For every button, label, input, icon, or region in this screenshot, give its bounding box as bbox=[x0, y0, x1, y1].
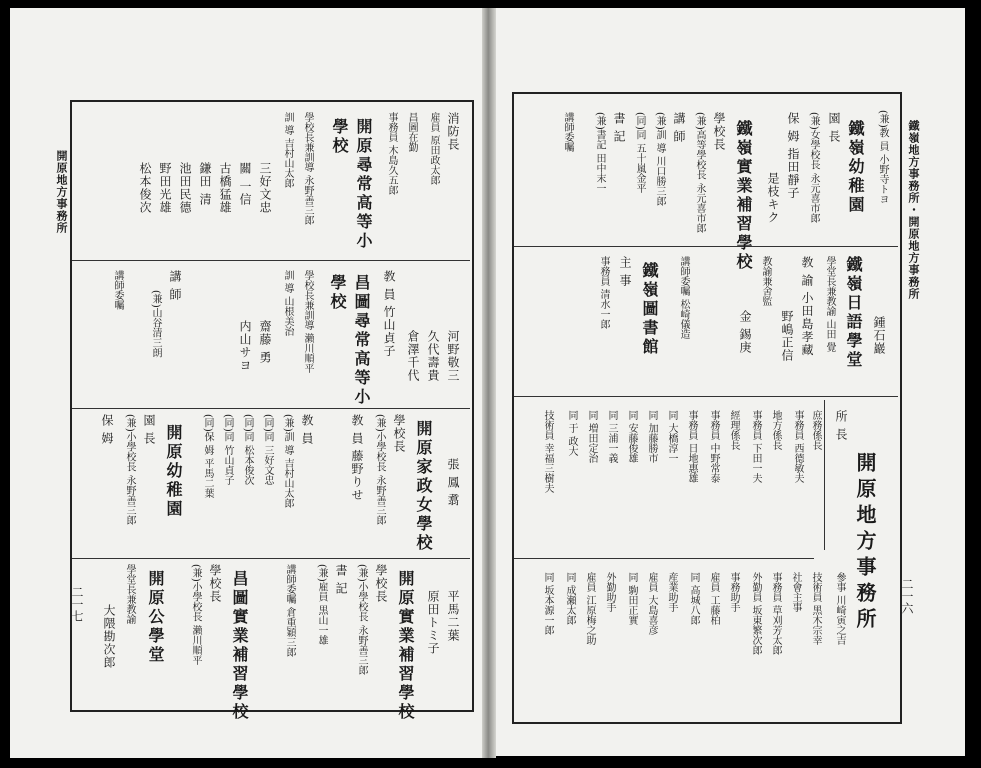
rp-e11: 同 大橋淳一 bbox=[666, 410, 677, 464]
lp-c2: 開原家政女學校 bbox=[414, 420, 433, 553]
lp-c1: 張 鳳 翥 bbox=[446, 458, 460, 507]
rp-e9: 事務員 中野常泰 bbox=[708, 410, 719, 484]
rp-e10: 事務員 日地惠雄 bbox=[686, 410, 697, 484]
lp-d7: (兼)雇員 黒山一雄 bbox=[316, 564, 327, 645]
lp-b6: 學校 bbox=[328, 274, 347, 312]
rp-d2: 鐵嶺日語學堂 bbox=[844, 256, 863, 370]
rp-c7: 鐵嶺實業補習學校 bbox=[734, 120, 753, 272]
rp-c13: 書 記 bbox=[612, 112, 626, 143]
rp-e12: 同 加藤勝市 bbox=[646, 410, 657, 464]
rp-d11: 事務員 清水一郎 bbox=[598, 256, 609, 330]
lp-b4: 教 員 竹山貞子 bbox=[382, 270, 396, 358]
right-rule-3 bbox=[514, 558, 814, 559]
rp-f5: 事務助手 bbox=[728, 572, 739, 612]
rp-c10: 講 師 bbox=[672, 112, 686, 143]
rp-e4: 庶務係長 bbox=[810, 410, 821, 450]
rp-e2: 所 長 bbox=[834, 410, 848, 441]
lp-b3: 倉澤千代 bbox=[406, 330, 420, 382]
lp-a4: 事務員 木島久五郎 bbox=[386, 112, 397, 196]
book-gutter bbox=[482, 8, 496, 758]
lp-a3: 昌圖在勤 bbox=[406, 112, 417, 152]
rp-c2: 鐵嶺幼稚園 bbox=[846, 120, 865, 215]
lp-c13: 園 長 bbox=[142, 414, 156, 445]
lp-c5: 教 員 藤野りせ bbox=[350, 414, 364, 502]
rp-e15: 同 増田定治 bbox=[586, 410, 597, 464]
right-rule-2 bbox=[514, 396, 898, 397]
lp-b7: 學校長兼訓導 瀨川順平 bbox=[302, 270, 313, 374]
rp-f3: 事務員 草刈芳太郎 bbox=[770, 572, 781, 656]
page-number-right: 二一六 bbox=[900, 578, 914, 614]
rp-d8: 講師委囑 松崎儀造 bbox=[678, 256, 689, 340]
lp-d6: 書 記 bbox=[334, 564, 348, 595]
rp-d7: 金 錫庚 bbox=[738, 310, 752, 354]
rp-e6: 地方係長 bbox=[770, 410, 781, 450]
lp-c10: (同)同 竹山貞子 bbox=[222, 414, 233, 485]
rp-d1: 鍾石巖 bbox=[872, 316, 886, 355]
lp-d2: 原田トミ子 bbox=[426, 590, 440, 655]
lp-c9: (同)同 松本俊次 bbox=[242, 414, 253, 485]
rp-e1: 開原地方事務所 bbox=[853, 452, 877, 634]
lp-d8: 講師委囑 倉重穎三郎 bbox=[284, 564, 295, 658]
rp-f9: 雇員 大島喜彦 bbox=[646, 572, 657, 636]
rp-f8: 産業助手 bbox=[666, 572, 677, 612]
lp-b8: 訓 導 山根美治 bbox=[282, 270, 293, 337]
rp-d6: 教諭兼舍監 bbox=[760, 256, 771, 306]
lp-d3: 開原實業補習學校 bbox=[396, 570, 415, 722]
lp-c3: 學校長 bbox=[392, 414, 406, 453]
lp-d5: (兼)小學校長 永野善三郎 bbox=[356, 564, 367, 675]
rp-c8: 學校長 bbox=[712, 112, 726, 151]
rp-f7: 同 高城八郎 bbox=[688, 572, 699, 626]
rp-e16: 同 于 政大 bbox=[566, 410, 577, 457]
left-rule-3 bbox=[72, 558, 470, 559]
lp-d13: 學堂長兼教諭 bbox=[124, 564, 135, 624]
rp-d3: 學堂長兼教諭 山田 覺 bbox=[824, 256, 835, 353]
right-rule-4 bbox=[824, 400, 825, 550]
lp-a7: 學校長兼訓導 永野善三郎 bbox=[302, 112, 313, 226]
rp-e13: 同 安藤俊雄 bbox=[626, 410, 637, 464]
rp-d4: 教 諭 小田島孝藏 bbox=[800, 256, 814, 357]
lp-c15: 保 姆 bbox=[100, 414, 114, 445]
lp-a12: 鎌田 清 bbox=[198, 162, 212, 206]
running-head-left: 開原地方事務所 bbox=[55, 150, 68, 234]
lp-c8: (同)同 三好文忠 bbox=[262, 414, 273, 485]
rp-e17: 技術員 幸福三樹夫 bbox=[542, 410, 553, 494]
rp-d5: 野嶋正信 bbox=[780, 310, 794, 362]
rp-d10: 主 事 bbox=[618, 256, 632, 287]
rp-f6: 雇員 工藤柏 bbox=[708, 572, 719, 626]
rp-c15: 講師委囑 bbox=[562, 112, 573, 152]
lp-a15: 松本俊次 bbox=[138, 162, 152, 214]
lp-d11: (兼)小學校長 瀨川順平 bbox=[190, 564, 201, 665]
lp-c6: 教 員 bbox=[300, 414, 314, 445]
lp-a1: 消防長 bbox=[446, 112, 460, 151]
lp-a11: 古橋猛雄 bbox=[218, 162, 232, 214]
lp-a9: 三好文忠 bbox=[258, 162, 272, 214]
rp-f11: 外勤助手 bbox=[604, 572, 615, 612]
lp-a2: 雇員 原田政太郎 bbox=[428, 112, 439, 186]
rp-e14: 同 三浦一義 bbox=[606, 410, 617, 464]
rp-f13: 同 成瀬太郎 bbox=[564, 572, 575, 626]
lp-d12: 開原公學堂 bbox=[146, 570, 165, 665]
lp-c4: (兼)小學校長 永野善三郎 bbox=[374, 414, 385, 525]
lp-c14: (兼)小學校長 永野善三郎 bbox=[124, 414, 135, 525]
rp-f10: 同 駒田正實 bbox=[626, 572, 637, 626]
rp-f14: 同 坂本源一郎 bbox=[542, 572, 553, 636]
lp-b12: (兼)山谷清三朗 bbox=[150, 290, 161, 358]
lp-a5: 開原尋常高等小 bbox=[354, 118, 373, 251]
lp-a14: 野田光雄 bbox=[158, 162, 172, 214]
lp-b9: 齋藤 勇 bbox=[258, 320, 272, 364]
rp-f1: 技術員 黑木宗幸 bbox=[810, 572, 821, 646]
lp-a8: 訓 導 吉村山太郎 bbox=[282, 112, 293, 189]
lp-b5: 昌圖尋常高等小 bbox=[352, 274, 371, 407]
rp-c3: 園 長 bbox=[827, 112, 841, 143]
left-rule-2 bbox=[72, 408, 470, 409]
rp-c14: (兼)書記 田中末一 bbox=[594, 112, 605, 193]
lp-d1: 平馬二葉 bbox=[446, 590, 460, 642]
rp-f2: 社會主事 bbox=[790, 572, 801, 612]
lp-a6: 學校 bbox=[330, 118, 349, 156]
rp-c6: 是枝キク bbox=[766, 172, 780, 224]
rp-e8: 經理係長 bbox=[728, 410, 739, 450]
rp-e3: 參事 川崎寅之吉 bbox=[834, 572, 845, 646]
lp-b11: 講 師 bbox=[168, 270, 182, 301]
lp-b13: 講師委囑 bbox=[112, 270, 123, 310]
rp-c5: 保 姆 指田靜子 bbox=[786, 112, 800, 200]
lp-d10: 學校長 bbox=[208, 564, 222, 603]
rp-e5: 事務員 西德敏夫 bbox=[792, 410, 803, 484]
rp-c9: (兼)高等學校長 永元喜市郎 bbox=[694, 112, 705, 233]
lp-d14: 大隈勘次郎 bbox=[102, 604, 116, 669]
rp-e7: 事務員 下田一夫 bbox=[750, 410, 761, 484]
left-rule-1 bbox=[72, 260, 470, 261]
rp-f12: 雇員 江原梅之助 bbox=[584, 572, 595, 646]
rp-c1: (兼)教 員 小野寺トヨ bbox=[877, 110, 888, 205]
rp-d9: 鐵嶺圖書館 bbox=[640, 262, 659, 357]
lp-a10: 關 一信 bbox=[238, 162, 252, 206]
page-number-left: 二一七 bbox=[70, 586, 84, 622]
rp-c11: (兼)訓 導 川口勝三郎 bbox=[654, 112, 665, 207]
lp-c7: (兼)訓 導 吉村山太郎 bbox=[282, 414, 293, 509]
lp-b10: 内山サヨ bbox=[238, 320, 252, 372]
lp-a13: 池田民德 bbox=[178, 162, 192, 214]
lp-c12: 開原幼稚園 bbox=[164, 424, 183, 519]
lp-d4: 學校長 bbox=[374, 564, 388, 603]
right-rule-1 bbox=[514, 246, 898, 247]
lp-c11: (同)保 姆 平馬二葉 bbox=[202, 414, 213, 499]
rp-c12: (同)同 五十嵐金平 bbox=[634, 112, 645, 193]
lp-b2: 久代壽貴 bbox=[426, 330, 440, 382]
lp-d9: 昌圖實業補習學校 bbox=[230, 570, 249, 722]
rp-c4: (兼)女學校長 永元喜市郎 bbox=[808, 112, 819, 223]
running-head-right: 鐵嶺地方事務所・開原地方事務所 bbox=[907, 120, 920, 300]
lp-b1: 河野敬三 bbox=[446, 330, 460, 382]
rp-f4: 外勤員 坂東繁次郎 bbox=[750, 572, 761, 656]
